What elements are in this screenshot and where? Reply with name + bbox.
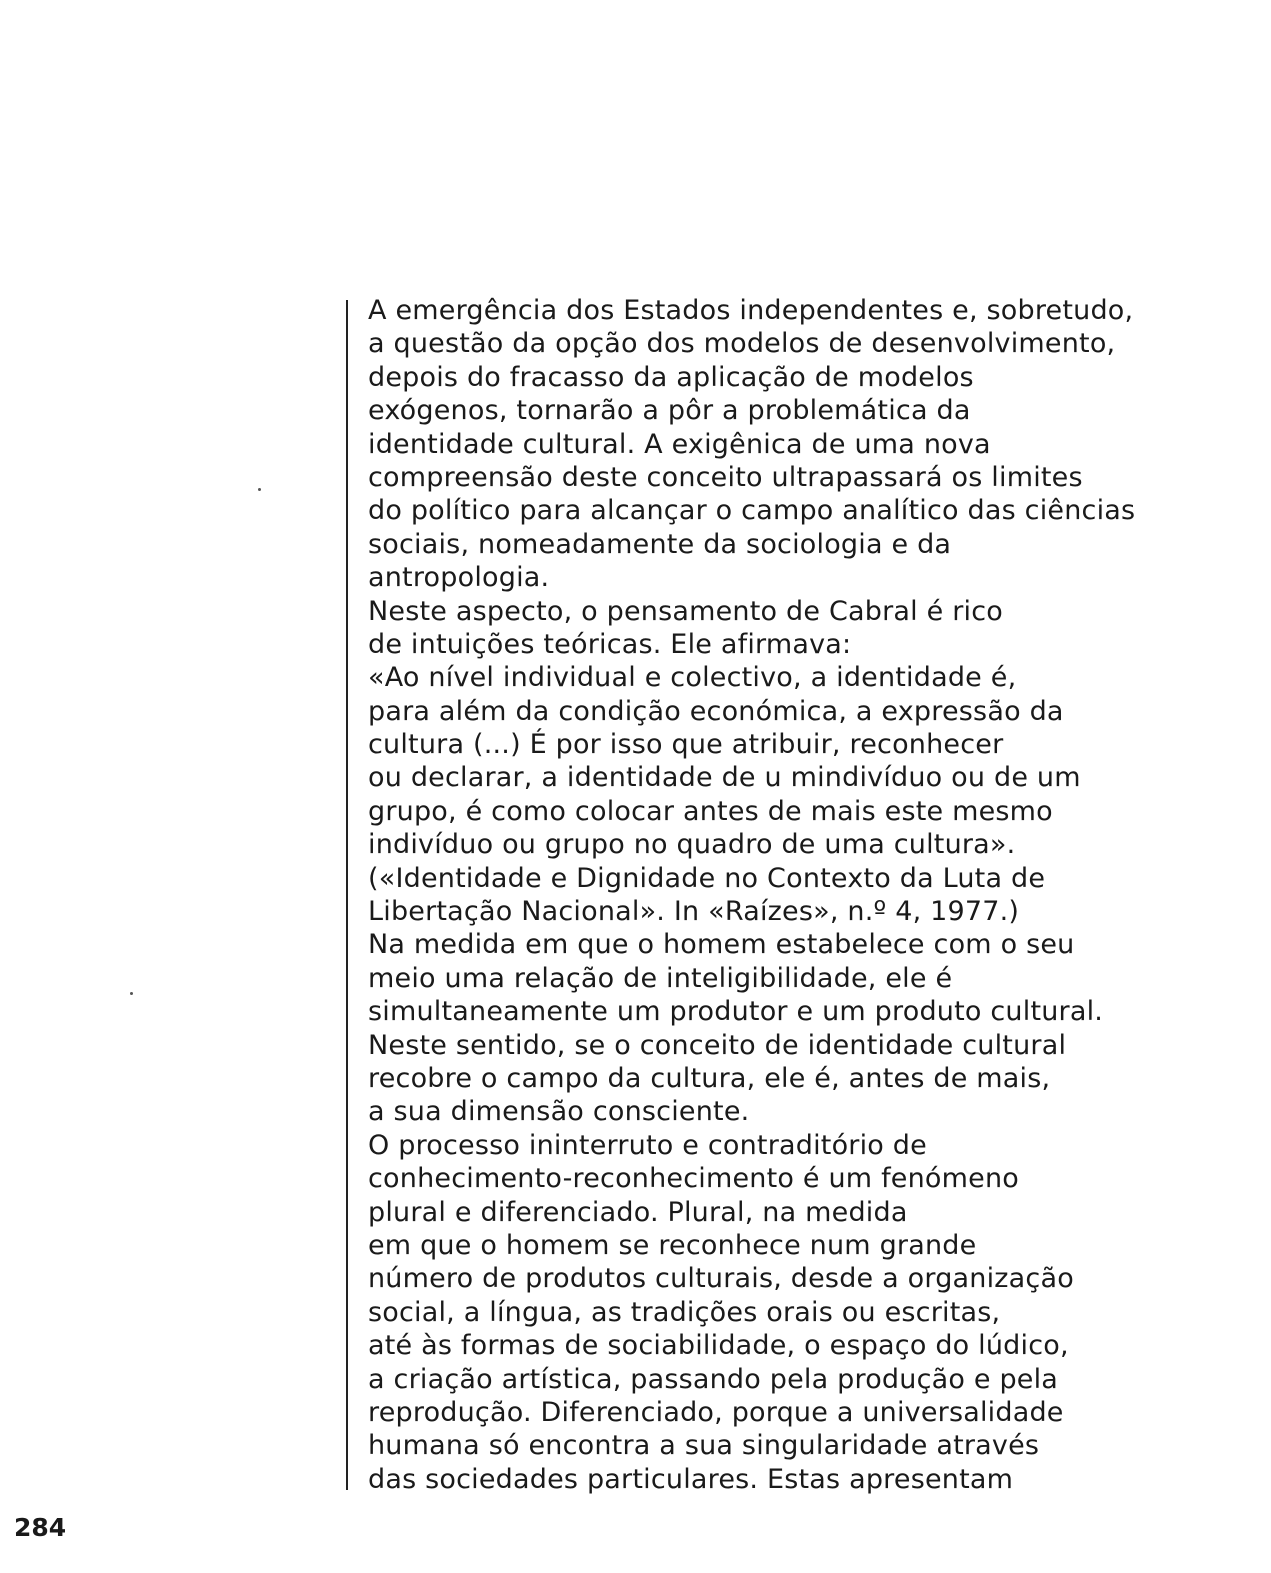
text-line: número de produtos culturais, desde a organização xyxy=(368,1263,1074,1295)
text-line: humana só encontra a sua singularidade através xyxy=(368,1430,1040,1462)
text-line: reprodução. Diferenciado, porque a universalidade xyxy=(368,1396,1064,1428)
scan-speck xyxy=(258,488,261,491)
text-line: ou declarar, a identidade de u mindivíduo ou de um xyxy=(368,762,1081,794)
text-line: cultura (...) É por isso que atribuir, reconhecer xyxy=(368,729,1004,761)
text-line: conhecimento-reconhecimento é um fenómeno xyxy=(368,1163,1019,1195)
text-line: Na medida em que o homem estabelece com o seu xyxy=(368,929,1075,961)
text-line: («Identidade e Dignidade no Contexto da Luta de xyxy=(368,862,1046,894)
text-line: até às formas de sociabilidade, o espaço do lúdico, xyxy=(368,1330,1069,1362)
text-line: A emergência dos Estados independentes e, sobretudo, xyxy=(368,295,1134,326)
body-text xyxy=(368,294,1228,1496)
text-line: Neste aspecto, o pensamento de Cabral é rico xyxy=(368,595,1003,627)
scan-speck xyxy=(130,992,133,995)
page-number: 284 xyxy=(14,1513,67,1542)
text-line: compreensão deste conceito ultrapassará os limites xyxy=(368,461,1083,493)
text-line: de intuições teóricas. Ele afirmava: xyxy=(368,628,852,660)
text-line: social, a língua, as tradições orais ou escritas, xyxy=(368,1296,1001,1328)
text-line: grupo, é como colocar antes de mais este mesmo xyxy=(368,795,1053,827)
text-line: exógenos, tornarão a pôr a problemática da xyxy=(368,395,971,427)
text-line: do político para alcançar o campo analítico das ciências xyxy=(368,495,1136,527)
text-line: em que o homem se reconhece num grande xyxy=(368,1229,977,1261)
text-line: Neste sentido, se o conceito de identidade cultural xyxy=(368,1029,1067,1061)
text-line: Libertação Nacional». In «Raízes», n.º 4, 1977.) xyxy=(368,896,1020,928)
text-line: para além da condição económica, a expressão da xyxy=(368,695,1064,727)
text-line: plural e diferenciado. Plural, na medida xyxy=(368,1196,908,1228)
text-line: a sua dimensão consciente. xyxy=(368,1096,750,1128)
text-line: sociais, nomeadamente da sociologia e da xyxy=(368,528,952,560)
text-line: indivíduo ou grupo no quadro de uma cultura». xyxy=(368,829,1016,861)
text-line: a questão da opção dos modelos de desenvolvimento, xyxy=(368,328,1116,360)
text-line: identidade cultural. A exigênica de uma nova xyxy=(368,428,991,460)
text-line: meio uma relação de inteligibilidade, ele é xyxy=(368,962,953,994)
text-line: das sociedades particulares. Estas apresentam xyxy=(368,1463,1014,1495)
text-line: depois do fracasso da aplicação de modelos xyxy=(368,361,974,393)
margin-rule xyxy=(346,300,348,1490)
text-line: antropologia. xyxy=(368,562,550,594)
text-line: simultaneamente um produtor e um produto cultural. xyxy=(368,996,1104,1028)
text-line: O processo ininterruto e contraditório de xyxy=(368,1129,927,1161)
text-line: a criação artística, passando pela produção e pela xyxy=(368,1363,1059,1395)
text-line: recobre o campo da cultura, ele é, antes de mais, xyxy=(368,1062,1051,1094)
text-line: «Ao nível individual e colectivo, a identidade é, xyxy=(368,662,1017,694)
